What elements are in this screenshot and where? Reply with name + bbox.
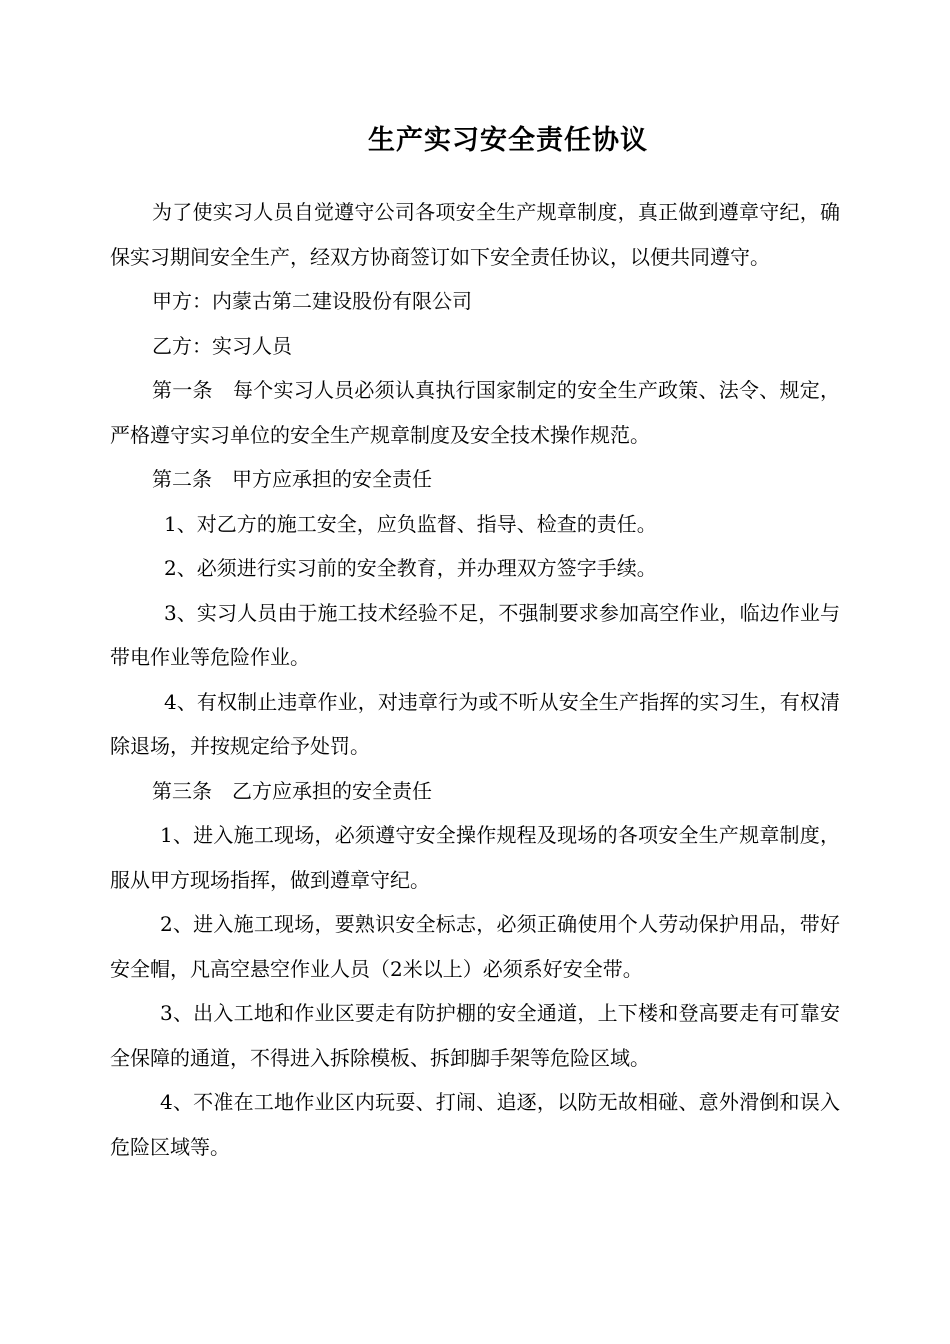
- page-title: 生产实习安全责任协议: [368, 125, 648, 156]
- article-three-item: 3、出入工地和作业区要走有防护棚的安全通道，上下楼和登高要走有可靠安全保障的通道，不得进入拆除模板、拆卸脚手架等危险区域。: [110, 1001, 840, 1070]
- article-three-item: 2、进入施工现场，要熟识安全标志，必须正确使用个人劳动保护用品，带好安全帽，凡高空悬空作业人员（2米以上）必须系好安全带。: [110, 912, 840, 981]
- document-body: [110, 190, 840, 1169]
- article-two-heading: 第二条 甲方应承担的安全责任: [152, 467, 432, 491]
- party-a-line: 甲方：内蒙古第二建设股份有限公司: [152, 289, 472, 313]
- article-three-item: 4、不准在工地作业区内玩耍、打闹、追逐，以防无故相碰、意外滑倒和误入危险区域等。: [110, 1090, 840, 1159]
- article-two-item: 1、对乙方的施工安全，应负监督、指导、检查的责任。: [164, 511, 657, 536]
- article-two-item: 3、实习人员由于施工技术经验不足，不强制要求参加高空作业，临边作业与带电作业等危险作业。: [110, 600, 840, 669]
- party-b-line: 乙方：实习人员: [152, 333, 292, 358]
- intro-paragraph: 为了使实习人员自觉遵守公司各项安全生产规章制度，真正做到遵章守纪，确保实习期间安全生产，经双方协商签订如下安全责任协议，以便共同遵守。: [110, 200, 840, 269]
- article-two-item: 2、必须进行实习前的安全教育，并办理双方签字手续。: [164, 556, 657, 580]
- article-two-item: 4、有权制止违章作业，对违章行为或不听从安全生产指挥的实习生，有权清除退场，并按规定给予处罚。: [110, 689, 840, 758]
- article-three-item: 1、进入施工现场，必须遵守安全操作规程及现场的各项安全生产规章制度，服从甲方现场指挥，做到遵章守纪。: [110, 823, 840, 892]
- article-one: 第一条 每个实习人员必须认真执行国家制定的安全生产政策、法令、规定，严格遵守实习单位的安全生产规章制度及安全技术操作规范。: [110, 378, 840, 447]
- article-three-heading: 第三条 乙方应承担的安全责任: [152, 778, 432, 803]
